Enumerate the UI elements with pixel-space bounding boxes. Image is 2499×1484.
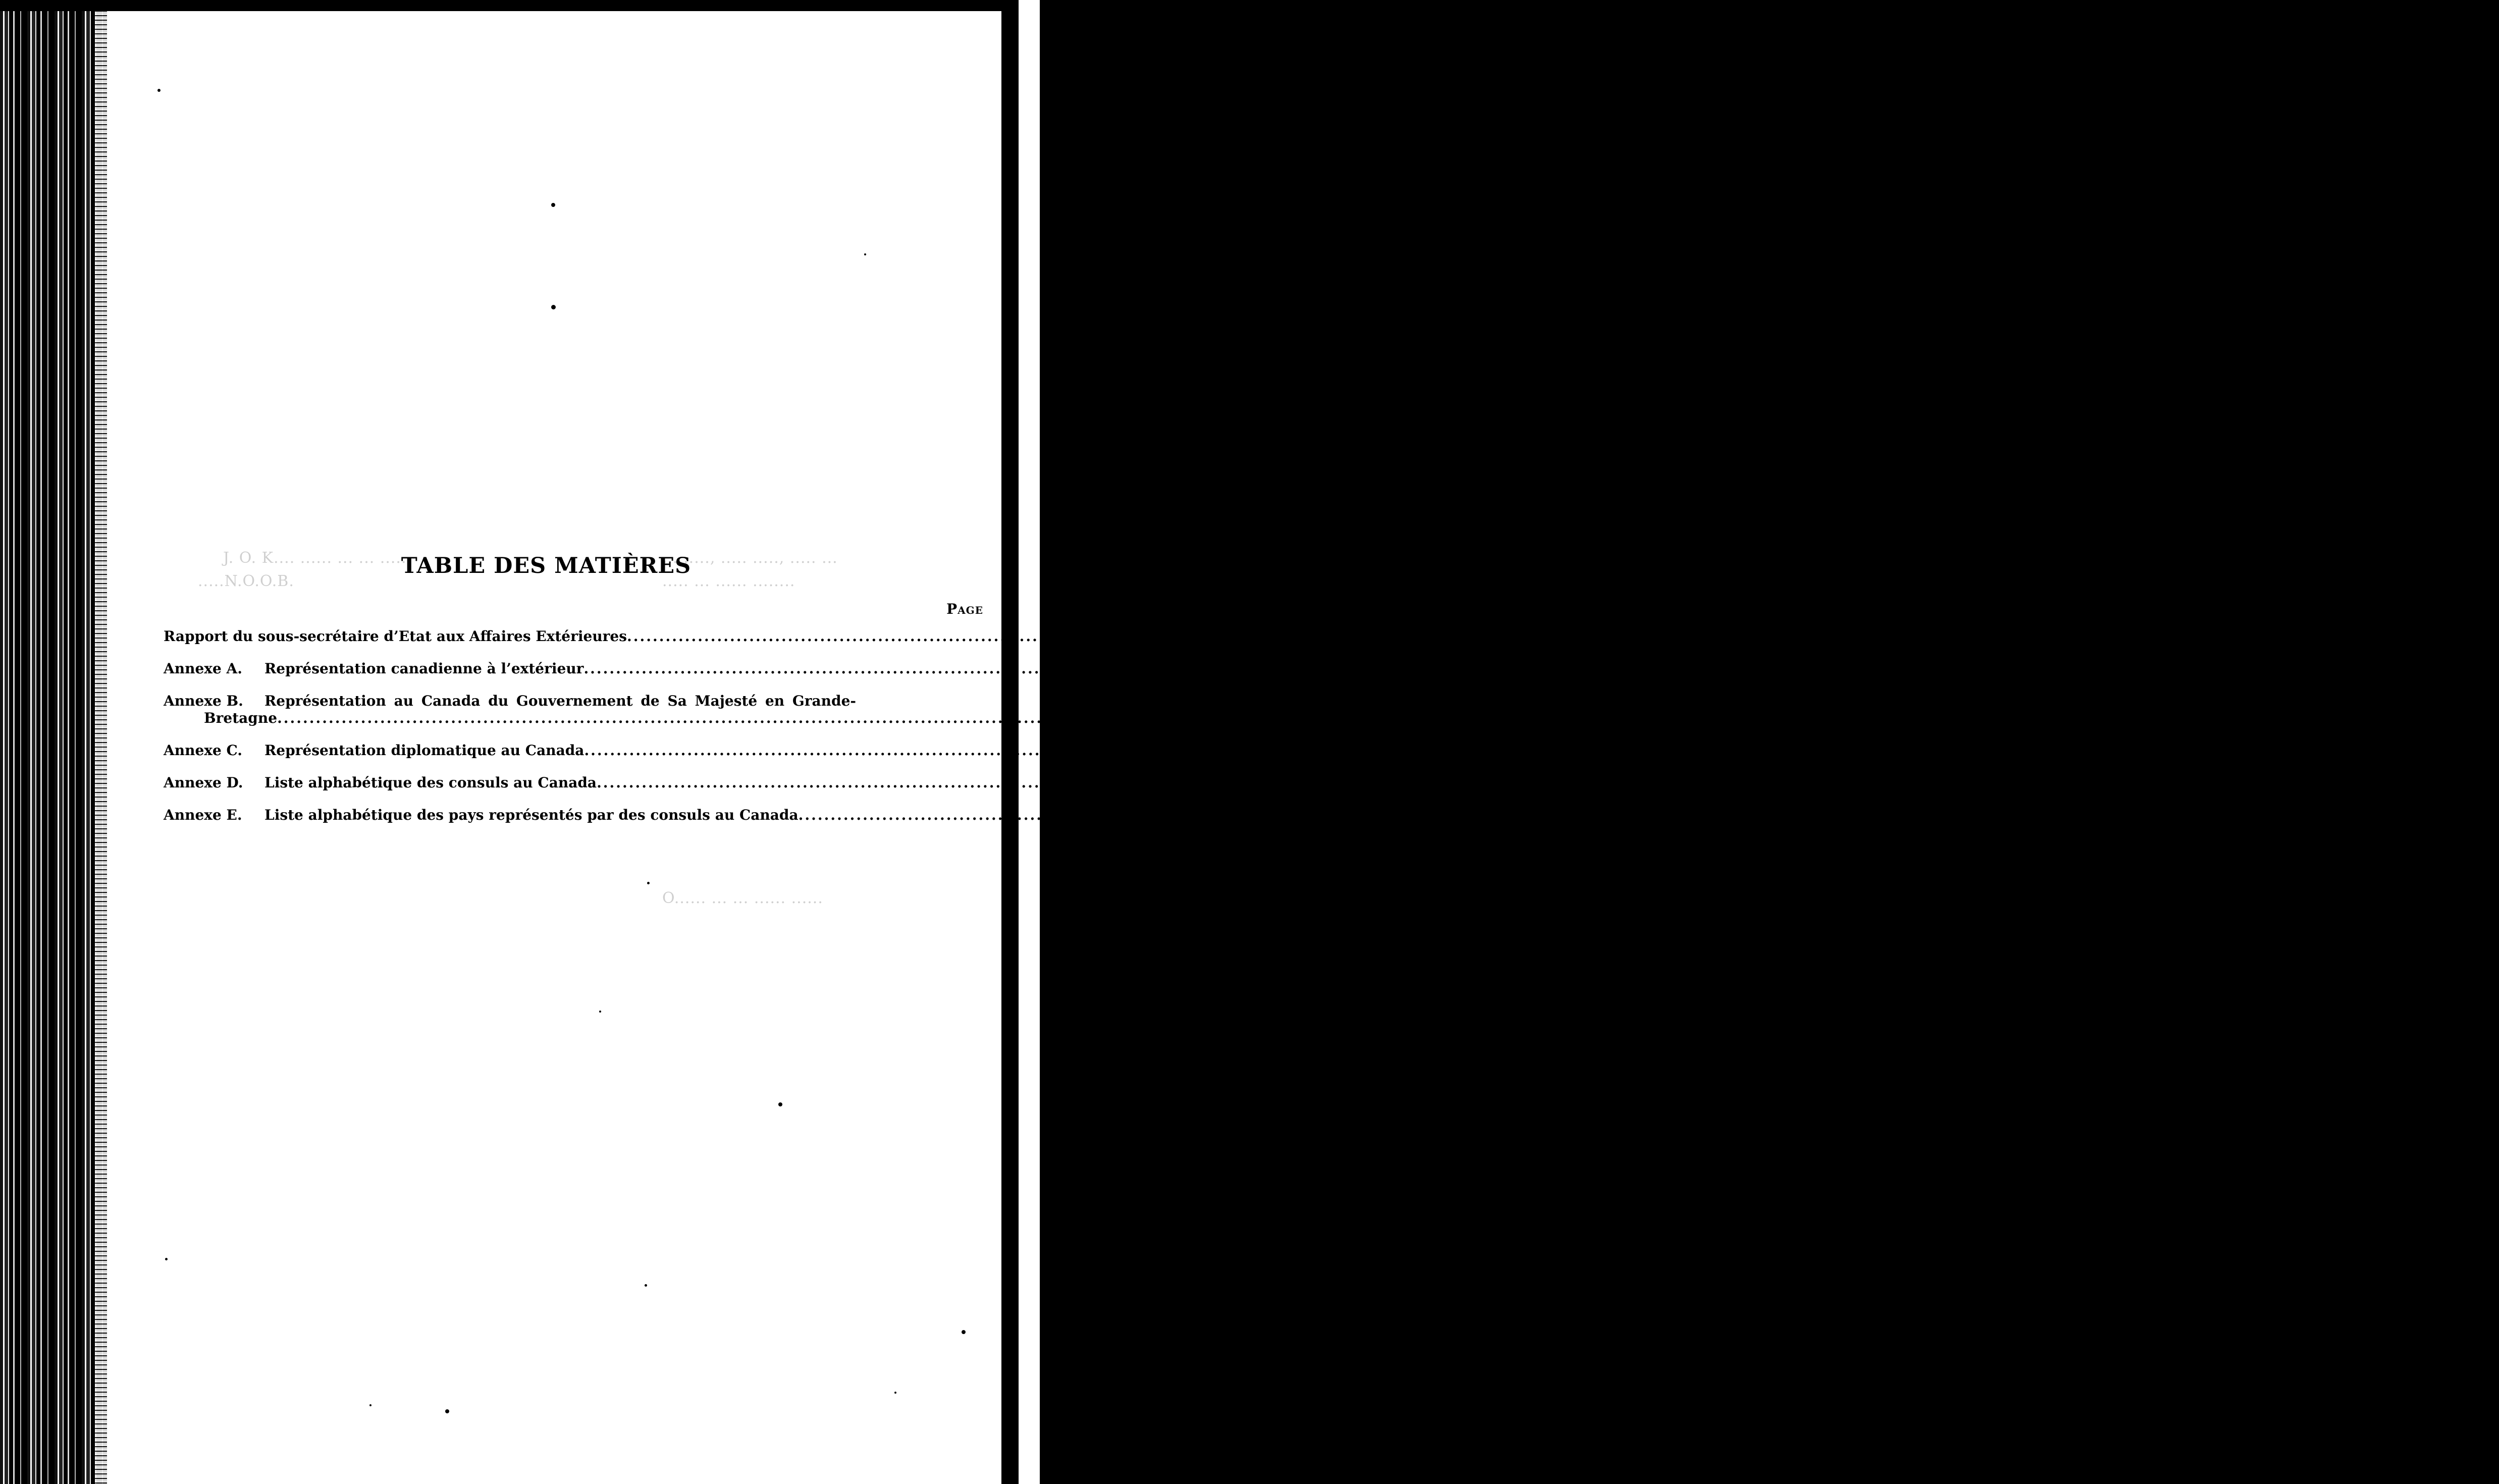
toc-entry-title: Représentation canadienne à l’extérieur [264, 660, 584, 677]
toc-entry-annexe-b [164, 693, 1978, 727]
toc-entry-annexe-d [164, 774, 2298, 791]
bleed-through-text: .....N.O.O.B. [198, 572, 294, 590]
toc-entry-label: Annexe E. [164, 807, 242, 823]
toc-page-number: 14 [2264, 660, 2284, 677]
toc-page-number: 15 [1958, 710, 1978, 726]
toc-entry-label: Annexe D. [164, 774, 243, 791]
bleed-through-text: O...... ... ... ...... ...... [662, 889, 823, 907]
scan-speck [157, 89, 161, 92]
scan-speck [551, 305, 556, 309]
toc-entry-annexe-e [164, 807, 2499, 824]
toc-leader-dots [597, 774, 2257, 791]
toc-entry-label: Annexe B. [164, 693, 243, 709]
scan-speck [1005, 1414, 1007, 1416]
document-page [107, 11, 2499, 1484]
toc-leader-dots [627, 628, 2287, 645]
page-column-header: Page [946, 601, 983, 617]
toc-page-number: 5 [2317, 628, 2328, 645]
toc-entry-title: Liste alphabétique des pays représentés par des consuls au Canada [264, 807, 799, 823]
scan-speck [551, 203, 555, 207]
toc-entry-label: Annexe C. [164, 742, 243, 759]
toc-leader-dots [277, 710, 1937, 727]
toc-entry-rapport [164, 628, 2328, 645]
scan-speck [165, 1258, 168, 1260]
scan-speck [599, 1011, 601, 1013]
scan-speck [962, 1330, 966, 1334]
toc-entry-label: Annexe A. [164, 660, 242, 677]
toc-entry-title-continuation: Bretagne [204, 710, 278, 726]
toc-leader-dots [799, 807, 2459, 824]
scan-speck [645, 1284, 647, 1287]
scan-speck [647, 882, 650, 884]
table-of-contents [164, 628, 2499, 839]
page-title: TABLE DES MATIÈRES [401, 553, 692, 578]
book-binding-edge [0, 0, 106, 1484]
toc-entry-title: Rapport du sous-secrétaire d’Etat aux Affaires Extérieures [164, 628, 627, 645]
toc-leader-dots [584, 742, 2244, 759]
scan-speck [369, 1404, 371, 1406]
page-stack-edge [95, 0, 108, 1484]
toc-page-number: 22 [2479, 807, 2499, 823]
toc-entry-title: Liste alphabétique des consuls au Canada [264, 774, 597, 791]
bleed-through-text: J. O. K.... ...... ... ... ..... [223, 549, 407, 567]
scan-speck [894, 1392, 896, 1394]
toc-entry-title: Représentation au Canada du Gouvernement de Sa Majesté en Grande- [264, 693, 857, 709]
scan-top-border [0, 0, 1040, 11]
toc-page-number: 16 [2265, 742, 2285, 759]
scan-speck [864, 253, 866, 255]
scan-speck [445, 1409, 449, 1413]
bleed-through-text: ..... ... ...... ........ [662, 572, 795, 590]
toc-entry-annexe-a [164, 660, 2284, 677]
toc-page-number: 17 [2277, 774, 2298, 791]
toc-entry-annexe-c [164, 742, 2285, 759]
toc-entry-title: Représentation diplomatique au Canada [264, 742, 584, 759]
toc-leader-dots [583, 660, 2244, 677]
scan-speck [778, 1102, 782, 1106]
bleed-through-text: ... ....., ..... ....., ..... ... [662, 549, 838, 567]
